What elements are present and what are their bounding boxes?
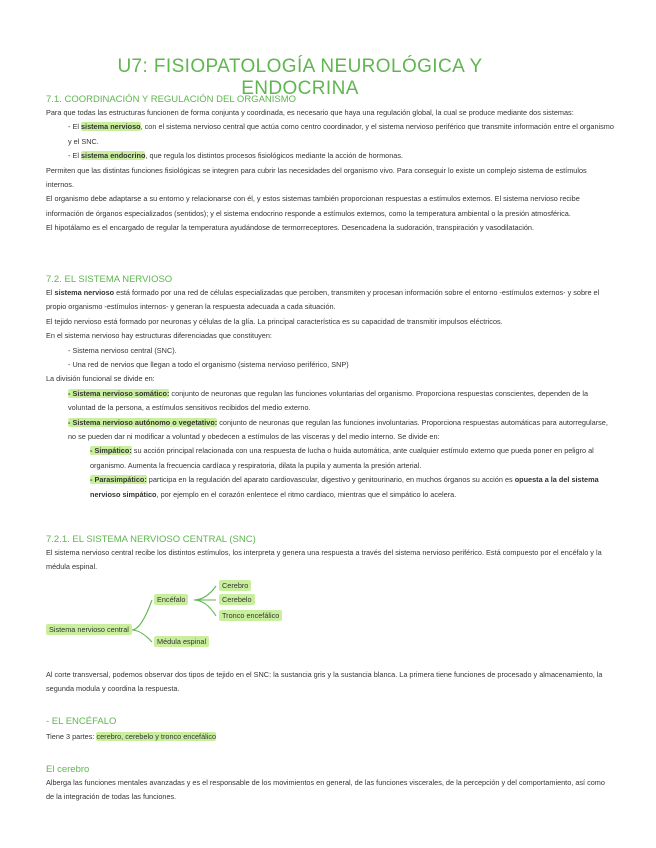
page-title: U7: FISIOPATOLOGÍA NEUROLÓGICA Y ENDOCRINA: [117, 56, 483, 99]
list-item: - Parasimpático: participa en la regulación del aparato cardiovascular, digestivo y genitourinario, en muchos órganos su acción es opuesta a la del sistema nervioso simpático, por ejemplo en el corazón enlentece el ritmo cardiaco, mientras que el simpático lo acelera.: [90, 475, 599, 499]
highlight: sistema endocrino: [80, 151, 146, 161]
section-heading-7-2: 7.2. EL SISTEMA NERVIOSO: [46, 274, 173, 285]
diagram-node-cerebro: Cerebro: [219, 580, 251, 591]
diagram-node-encefalo: Encéfalo: [154, 594, 188, 605]
diagram-node-tronco: Tronco encefálico: [219, 610, 282, 621]
connector-line: [194, 586, 216, 600]
cns-diagram: [46, 580, 366, 660]
list-item: - Una red de nervios que llegan a todo el organismo (sistema nervioso periférico, SNP): [68, 360, 349, 370]
paragraph: El tejido nervioso está formado por neuronas y células de la glía. La principal característica es su capacidad de transmitir impulsos eléctricos.: [46, 316, 503, 326]
list-item: - El sistema endocrino, que regula los distintos procesos fisiológicos mediante la acción de hormonas.: [68, 151, 404, 161]
diagram-node-medula: Médula espinal: [154, 636, 209, 647]
section-7-1-text: [46, 106, 614, 236]
connector-line: [132, 630, 152, 642]
paragraph: El sistema nervioso central recibe los distintos estímulos, los interpreta y genera una respuesta a través del sistema nervioso periférico. Está compuesto por el encéfalo y la médula espinal.: [46, 548, 602, 572]
section-heading-cerebro: El cerebro: [46, 764, 90, 775]
list-item: - El sistema nervioso, con el sistema nervioso central que actúa como centro coordinador, y el sistema nervioso periférico que transmite información entre el organismo y el SNC.: [68, 122, 614, 146]
paragraph: Para que todas las estructuras funcionen de forma conjunta y coordinada, es necesario que haya una regulación global, la cual se produce mediante dos sistemas:: [46, 108, 574, 117]
diagram-node-cerebelo: Cerebelo: [219, 594, 255, 605]
section-7-2-1-text: [46, 546, 614, 575]
section-heading-7-2-1: 7.2.1. EL SISTEMA NERVIOSO CENTRAL (SNC): [46, 534, 256, 545]
list-item: - Simpático: su acción principal relacionada con una respuesta de lucha o huida automática, ante cualquier estímulo externo que pueda poner en peligro al organismo. Aumenta la frecuencia cardíaca y respiratoria, dilata la pupila y aumenta la presión arterial.: [90, 446, 594, 470]
highlight: - Sistema nervioso autónomo o vegetativo:: [68, 417, 218, 427]
diagram-connectors: [46, 580, 366, 660]
encefalo-text: [46, 730, 614, 744]
paragraph: Alberga las funciones mentales avanzadas y es el responsable de los movimientos en general, de las funciones viscerales, de la percepción y del comportamiento, así como de la integración de todas las funciones.: [46, 778, 605, 802]
paragraph: La división funcional se divide en:: [46, 374, 155, 384]
list-item: - Sistema nervioso autónomo o vegetativo: conjunto de neuronas que regulan las funciones involuntarias. Proporciona respuestas automáticas para autorregularse, no se pueden dar ni modificar a voluntad y obedecen a estímulos de las vísceras y del medio interno. Se divide en:: [68, 417, 608, 442]
highlight: - Parasimpático:: [90, 475, 147, 485]
paragraph: El hipotálamo es el encargado de regular la temperatura ayudándose de termorreceptores. Desencadena la sudoración, transpiración y vasodilatación.: [46, 223, 534, 233]
section-heading-7-1: 7.1. COORDINACIÓN Y REGULACIÓN DEL ORGANISMO: [46, 94, 297, 105]
highlight: - Sistema nervioso somático:: [68, 388, 170, 398]
paragraph: En el sistema nervioso hay estructuras diferenciadas que constituyen:: [46, 331, 272, 341]
cerebro-text: [46, 776, 614, 805]
paragraph: Al corte transversal, podemos observar dos tipos de tejido en el SNC: la sustancia gris y la sustancia blanca. La primera tiene funciones de procesado y almacenamiento, la segunda modula y coordina la respuesta.: [46, 670, 603, 694]
paragraph: Permiten que las distintas funciones fisiológicas se integren para cubrir las necesidades del organismo vivo. Para conseguir lo existe un complejo sistema de estímulos internos.: [46, 165, 587, 190]
highlight: sistema nervioso: [80, 122, 141, 132]
highlight: cerebro, cerebelo y tronco encefálico: [96, 732, 217, 741]
paragraph: Tiene 3 partes: cerebro, cerebelo y tronco encefálico: [46, 732, 217, 741]
section-heading-encefalo: - EL ENCÉFALO: [46, 716, 117, 727]
bold-term: sistema nervioso: [54, 288, 115, 297]
highlight: - Simpático:: [90, 446, 132, 456]
connector-line: [194, 600, 216, 616]
connector-line: [132, 600, 152, 630]
section-7-2-text: [46, 286, 614, 502]
list-item: - Sistema nervioso central (SNC).: [68, 345, 177, 355]
diagram-node-root: Sistema nervioso central: [46, 624, 132, 635]
paragraph: El sistema nervioso está formado por una red de células especializadas que perciben, transmiten y procesan información sobre el entorno -estímulos externos- y sobre el propio organismo -estímulos internos- y generan la respuesta adecuada a cada situación.: [46, 288, 600, 312]
list-item: - Sistema nervioso somático: conjunto de neuronas que regulan las funciones voluntarias del organismo. Proporciona respuestas conscientes, dependen de la voluntad de la persona, a estímulos sensitivos recibidos del medio externo.: [68, 388, 589, 413]
bold-term: opuesta a la del sistema nervioso simpático: [90, 475, 599, 499]
section-7-2-1-text-2: [46, 668, 614, 697]
paragraph: El organismo debe adaptarse a su entorno y relacionarse con él, y estos sistemas también proporcionan respuestas a estímulos externos. El sistema nervioso recibe información de órganos especializados (sentidos); y el sistema endocrino responde a estímulos externos, como la temperatura ambiental o la presión atmosférica.: [46, 194, 580, 218]
